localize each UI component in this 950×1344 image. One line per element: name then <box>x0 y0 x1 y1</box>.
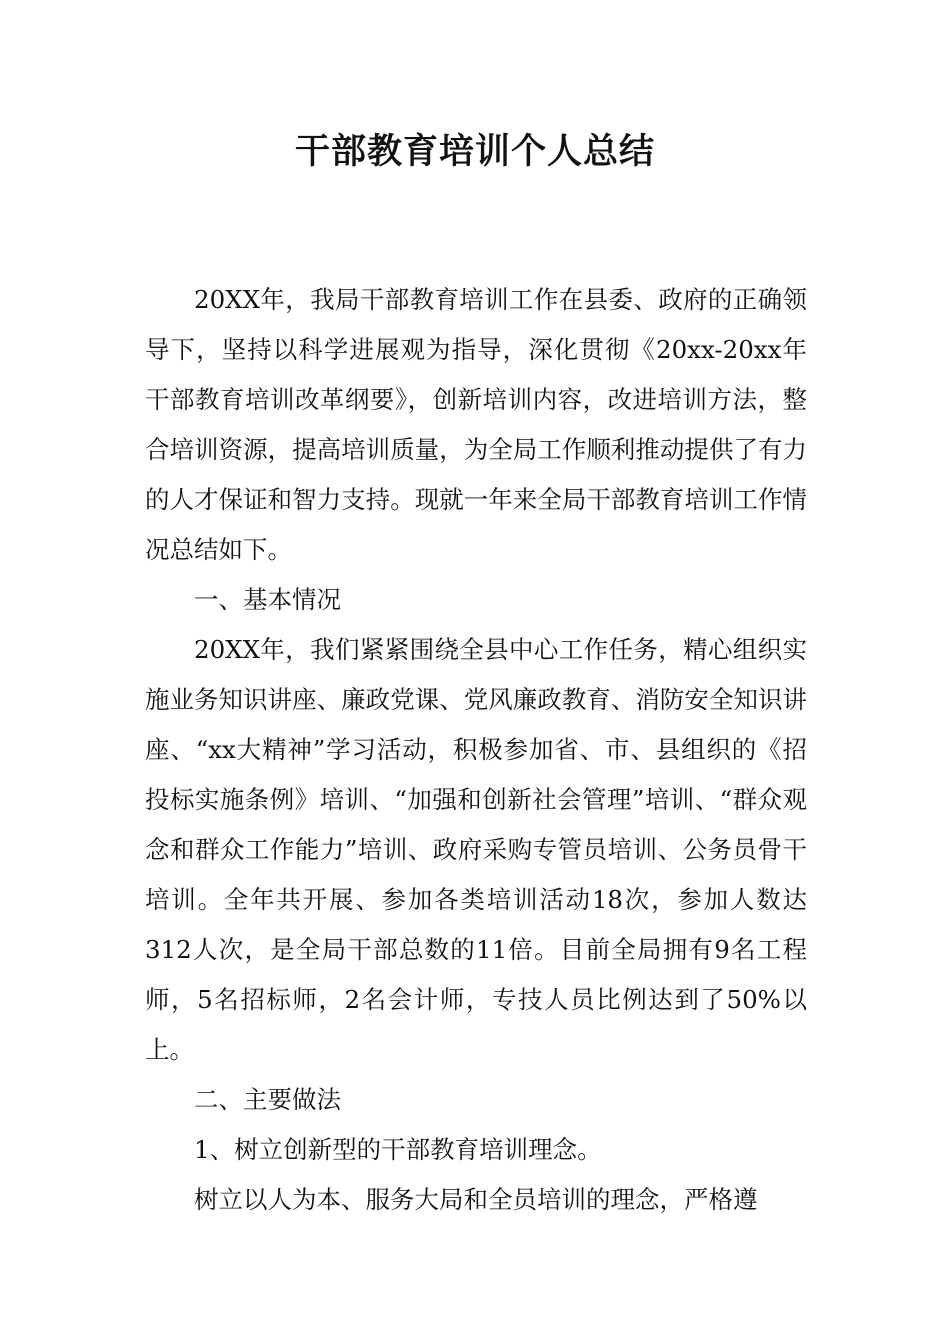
heading-main-practices: 二、主要做法 <box>194 1085 341 1114</box>
paragraph-basic-situation: 20XX年，我们紧紧围绕全县中心工作任务，精心组织实施业务知识讲座、廉政党课、党风廉政教育、消防安全知识讲座、“xx大精神”学习活动，积极参加省、市、县组织的《招投标实施条例》培训、“加强和创新社会管理”培训、“群众观念和群众工作能力”培训、政府采购专管员培训、公务员骨干培训。全年共开展、参加各类培训活动18次，参加人数达312人次，是全局干部总数的11倍。目前全局拥有9名工程师，5名招标师，2名会计师，专技人员比例达到了50%以上。 <box>145 635 807 1064</box>
paragraph-intro: 20XX年，我局干部教育培训工作在县委、政府的正确领导下，坚持以科学进展观为指导，深化贯彻《20xx-20xx年干部教育培训改革纲要》，创新培训内容，改进培训方法，整合培训资源，提高培训质量，为全局工作顺利推动提供了有力的人才保证和智力支持。现就一年来全局干部教育培训工作情况总结如下。 <box>145 285 807 564</box>
document-body <box>145 275 807 1225</box>
heading-basic-situation: 一、基本情况 <box>194 585 341 614</box>
document-title: 干部教育培训个人总结 <box>294 132 655 172</box>
subheading-training-concept: 1、树立创新型的干部教育培训理念。 <box>194 1135 602 1164</box>
paragraph-training-concept: 树立以人为本、服务大局和全员培训的理念，严格遵 <box>194 1185 758 1214</box>
